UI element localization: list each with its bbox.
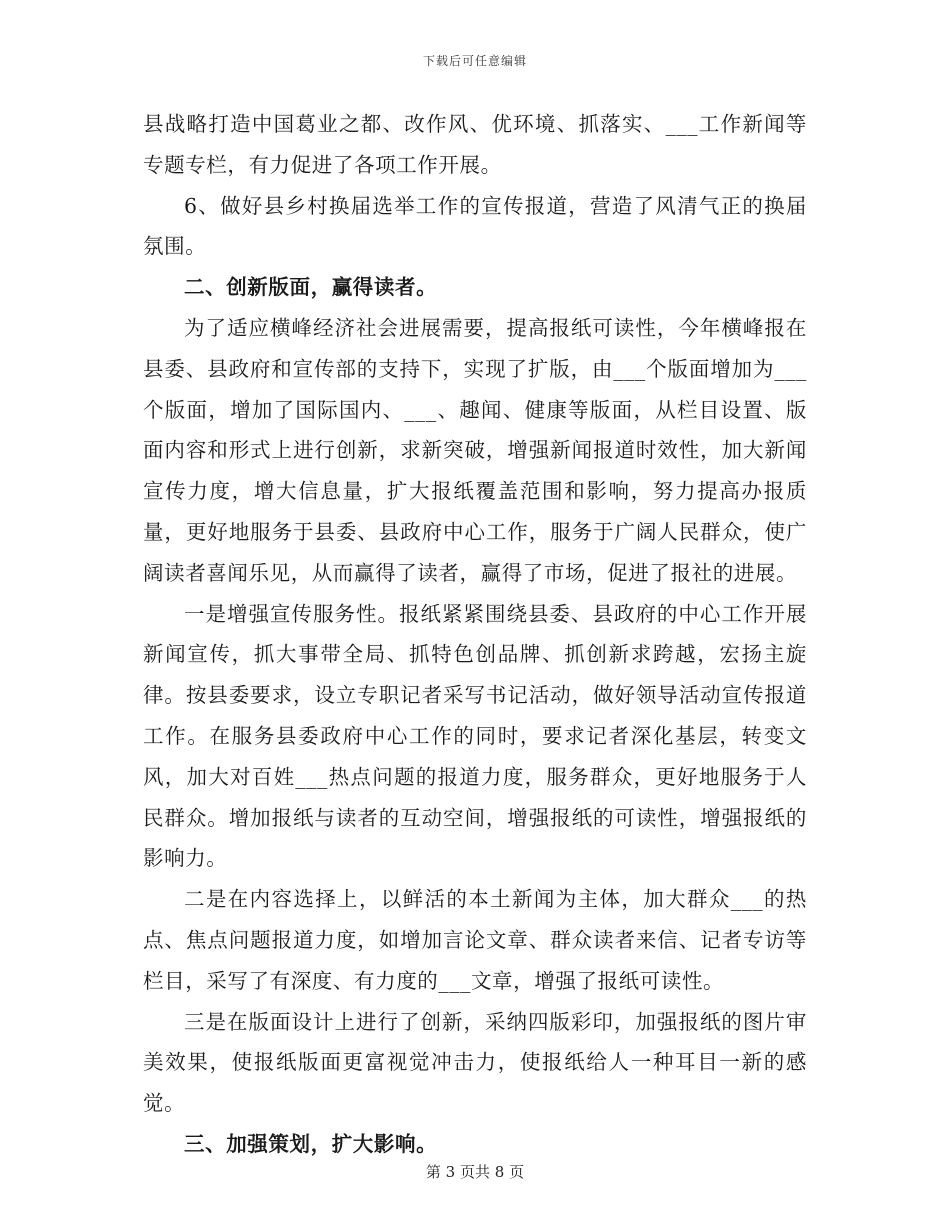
- paragraph-point-2: 二是在内容选择上，以鲜活的本土新闻为主体，加大群众___的热点、焦点问题报道力度，如增加言论文章、群众读者来信、记者专访等栏目，采写了有深度、有力度的___文章，增强了报纸可读性。: [143, 887, 807, 993]
- section-heading-2: 二、创新版面，赢得读者。: [184, 275, 438, 300]
- paragraph-section-2-intro: 为了适应横峰经济社会进展需要，提高报纸可读性，今年横峰报在县委、县政府和宣传部的支持下，实现了扩版，由___个版面增加为___个版面，增加了国际国内、___、趣闻、健康等版面，从栏目设置、版面内容和形式上进行创新，求新突破，增强新闻报道时效性，加大新闻宣传力度，增大信息量，扩大报纸覆盖范围和影响，努力提高办报质量，更好地服务于县委、县政府中心工作，服务于广阔人民群众，使广阔读者喜闻乐见，从而赢得了读者，赢得了市场，促进了报社的进展。: [143, 315, 807, 585]
- section-heading-3: 三、加强策划，扩大影响。: [184, 1131, 438, 1156]
- paragraph-continuation: 县战略打造中国葛业之都、改作风、优环境、抓落实、___工作新闻等专题专栏，有力促进了各项工作开展。: [143, 112, 807, 177]
- page-footer: 第 3 页共 8 页: [425, 1163, 525, 1181]
- paragraph-point-3: 三是在版面设计上进行了创新，采纳四版彩印，加强报纸的图片审美效果，使报纸版面更富视觉冲击力，使报纸给人一种耳目一新的感觉。: [143, 1009, 807, 1116]
- paragraph-point-1: 一是增强宣传服务性。报纸紧紧围绕县委、县政府的中心工作开展新闻宣传，抓大事带全局、抓特色创品牌、抓创新求跨越，宏扬主旋律。按县委要求，设立专职记者采写书记活动，做好领导活动宣传报道工作。在服务县委政府中心工作的同时，要求记者深化基层，转变文风，加大对百姓___热点问题的报道力度，服务群众，更好地服务于人民群众。增加报纸与读者的互动空间，增强报纸的可读性，增强报纸的影响力。: [143, 601, 807, 871]
- document-body: [143, 104, 807, 1165]
- page-header: 下载后可任意编辑: [422, 54, 527, 68]
- paragraph-item-6: 6、做好县乡村换届选举工作的宣传报道，营造了风清气正的换届氛围。: [143, 193, 807, 259]
